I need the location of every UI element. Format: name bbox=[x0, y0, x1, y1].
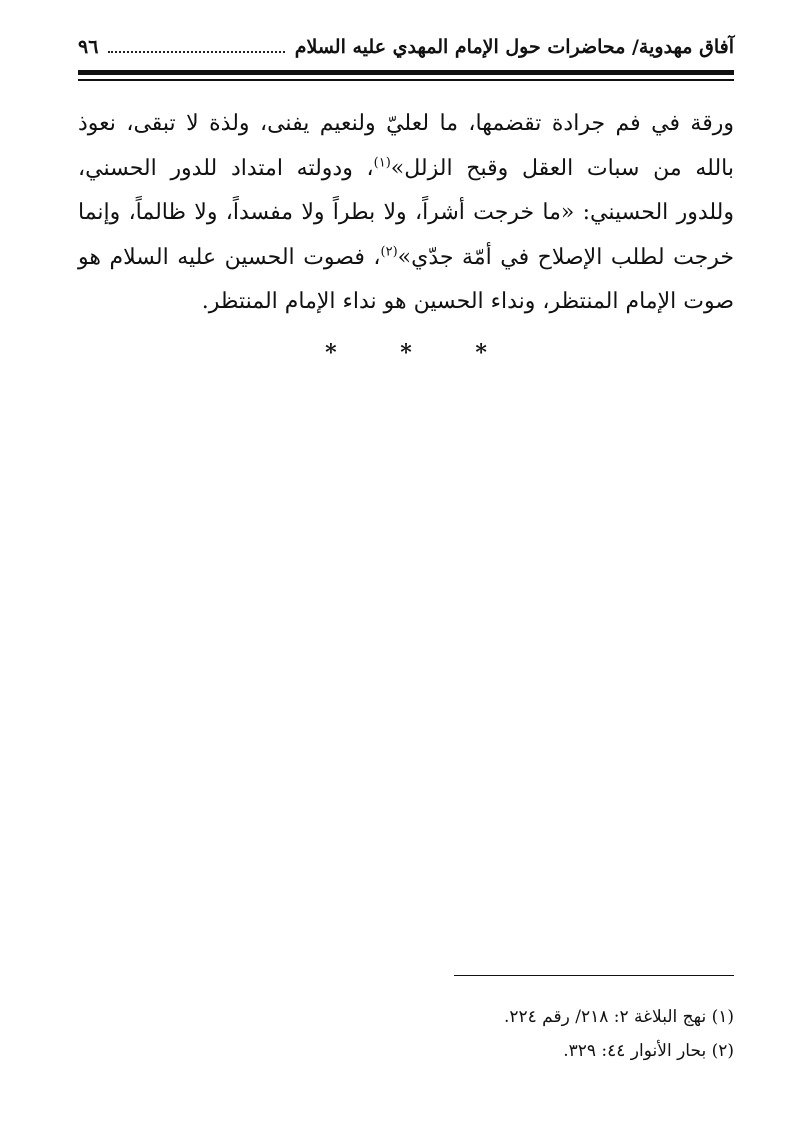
header-rule-thin bbox=[78, 79, 734, 81]
footnote-1: (١) نهج البلاغة ٢: ٢١٨/ رقم ٢٢٤. bbox=[503, 1007, 734, 1027]
body-text-segment-1: ورقة في فم جرادة تقضمها، ما لعليّ ولنعيم يفنى، ولذة لا تبقى، نعوذ بالله من سبات العقل وقبح الزلل» bbox=[78, 111, 734, 181]
header-title: آفاق مهدوية/ محاضرات حول الإمام المهدي عليه السلام bbox=[294, 36, 734, 58]
footnote-2: (٢) بحار الأنوار ٤٤: ٣٢٩. bbox=[563, 1041, 734, 1061]
body-text-segment-2: ، ودولته امتداد للدور الحسني، وللدور الحسيني: «ما خرجت أشراً، ولا بطراً ولا مفسداً، ولا ظالماً، وإنما خرجت لطلب الإصلاح في أمّة جدّي» bbox=[78, 155, 735, 270]
page-number: ٩٦ bbox=[78, 36, 99, 58]
footnote-rule bbox=[454, 975, 734, 976]
running-header bbox=[78, 30, 734, 64]
footnote-ref-1: (١) bbox=[373, 155, 391, 171]
body-text-segment-3: ، فصوت الحسين عليه السلام هو صوت الإمام المنتظر، ونداء الحسين هو نداء الإمام المنتظر. bbox=[78, 244, 734, 314]
section-separator: * * * bbox=[325, 340, 515, 366]
paragraph bbox=[78, 102, 734, 325]
header-dot-leader bbox=[108, 41, 284, 53]
body-paragraph bbox=[78, 102, 734, 325]
footnote-ref-2: (٢) bbox=[380, 244, 398, 260]
header-rule-thick bbox=[78, 70, 734, 75]
footnotes bbox=[78, 1000, 734, 1068]
